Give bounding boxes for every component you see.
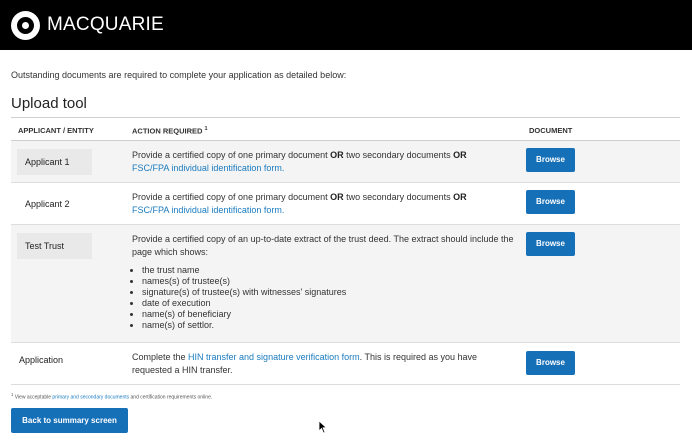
entity-name: Test Trust (17, 233, 92, 259)
action-text: Complete the HIN transfer and signature verification form. This is required as you have requested a HIN transfer. (132, 352, 478, 375)
documents-table (11, 117, 680, 385)
list-item: • signature(s) of trustee(s) with witnesses' signatures (142, 287, 517, 298)
table-row (11, 343, 680, 385)
fsc-fpa-form-link[interactable]: FSC/FPA individual identification form. (132, 163, 285, 173)
macquarie-logo-icon (11, 11, 40, 40)
footnote-marker: 1 (204, 126, 208, 132)
intro-text: Outstanding documents are required to complete your application as detailed below: (11, 70, 347, 80)
table-row (11, 141, 680, 183)
list-item: • name(s) of beneficiary (142, 309, 517, 320)
documents-link[interactable]: primary and secondary documents (52, 394, 130, 401)
requirements-list (132, 265, 517, 331)
browse-button[interactable]: Browse (526, 351, 575, 375)
brand-name: MACQUARIE (47, 14, 164, 35)
entity-name: Applicant 2 (25, 199, 70, 209)
browse-button[interactable]: Browse (526, 232, 575, 256)
table-row (11, 225, 680, 343)
entity-name: Applicant 1 (17, 149, 92, 175)
column-header-action: ACTION REQUIRED $^1$ (132, 126, 208, 136)
browse-button[interactable]: Browse (526, 190, 575, 214)
action-text: Provide a certified copy of one primary document OR two secondary documents OR FSC/FPA individual identification form. (132, 192, 467, 215)
action-text: Provide a certified copy of an up-to-date extract of the trust deed. The extract should include the page which shows: • the trust name • names(s) of trustee(s) • signature(s) of trustee(s) with witnesses' signatures • date of execution • name(s) of beneficiary • name(s) of settlor. (132, 233, 517, 331)
column-header-entity: APPLICANT / ENTITY (18, 126, 94, 135)
table-row (11, 183, 680, 225)
table-header (11, 117, 680, 141)
footnote: $^1$ View acceptable primary and secondary documents and certification requirements online. (11, 392, 213, 401)
browse-button[interactable]: Browse (526, 148, 575, 172)
page-title: Upload tool (11, 95, 87, 112)
mouse-cursor-icon (318, 420, 328, 434)
action-text: Provide a certified copy of one primary document OR two secondary documents OR FSC/FPA individual identification form. (132, 150, 467, 173)
column-header-document: DOCUMENT (529, 126, 573, 135)
list-item: • date of execution (142, 298, 517, 309)
top-header (0, 0, 692, 50)
list-item: • the trust name (142, 265, 517, 276)
list-item: • names(s) of trustee(s) (142, 276, 517, 287)
fsc-fpa-form-link[interactable]: FSC/FPA individual identification form. (132, 205, 285, 215)
hin-transfer-form-link[interactable]: HIN transfer and signature verification form (188, 352, 360, 362)
entity-name: Application (19, 355, 64, 365)
list-item: • name(s) of settlor. (142, 320, 517, 331)
back-to-summary-button[interactable]: Back to summary screen (11, 408, 128, 433)
